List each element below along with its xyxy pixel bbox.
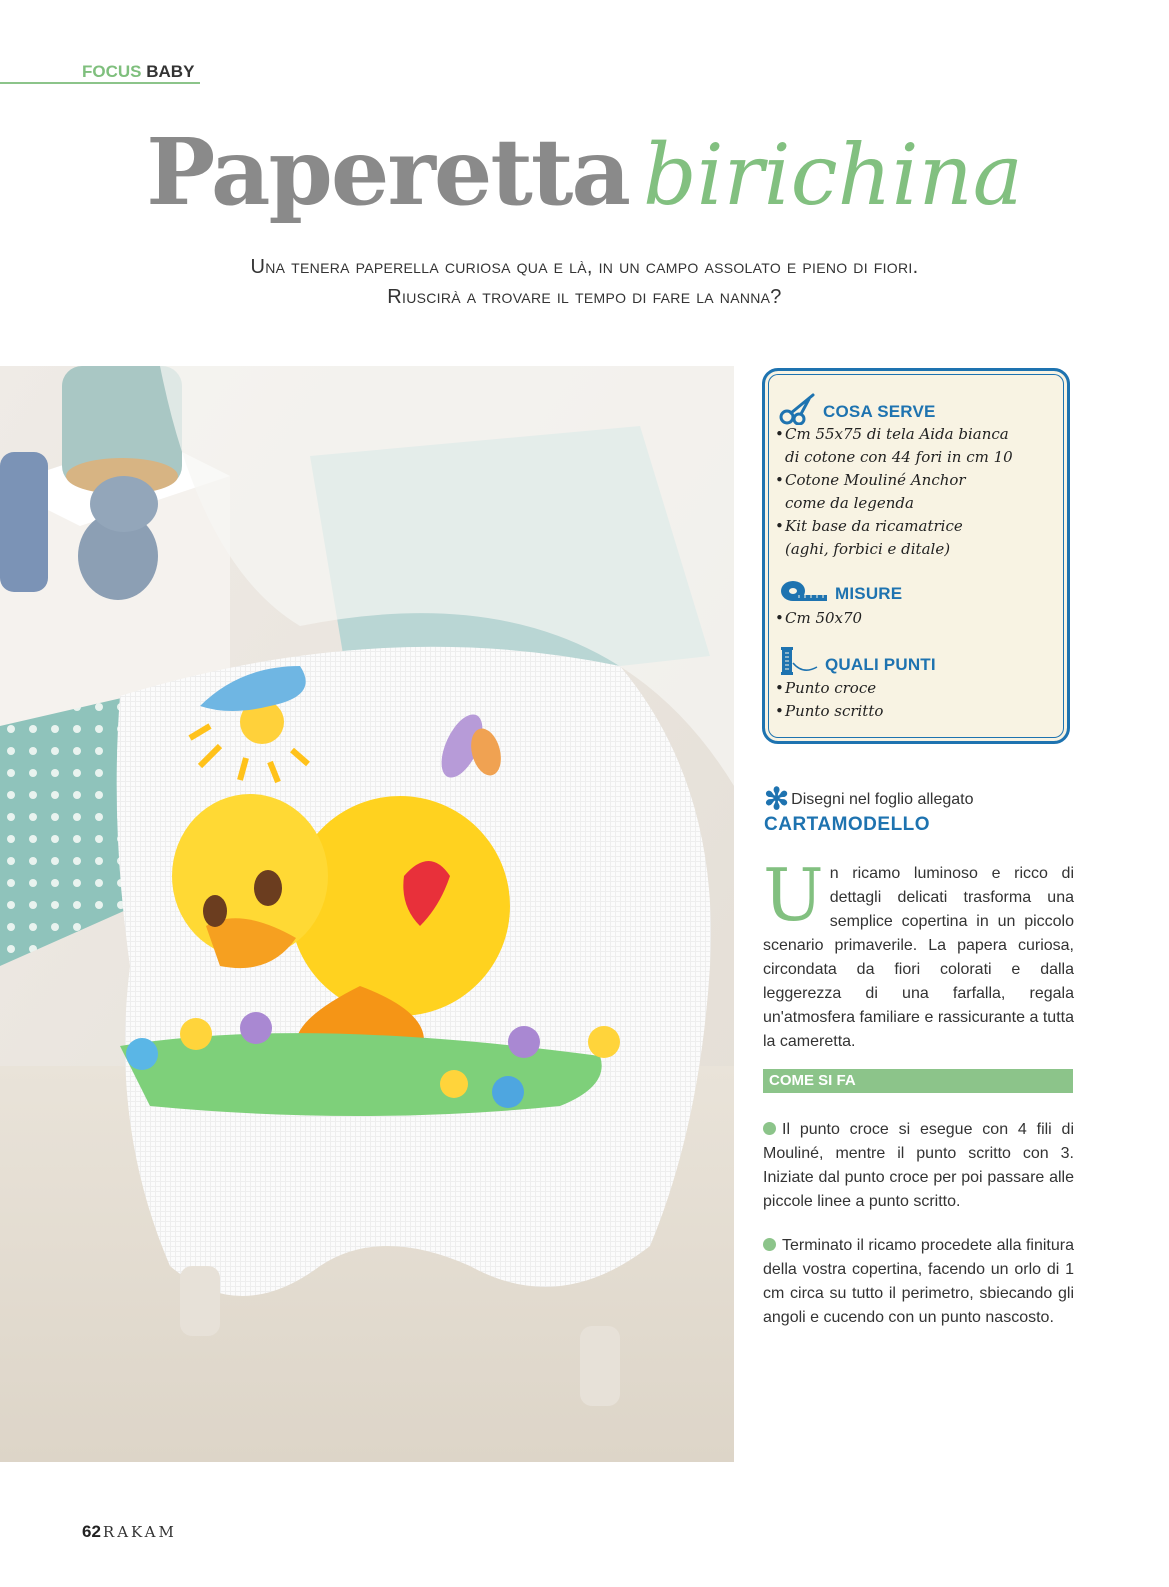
subtitle-line-1: Una tenera paperella curiosa qua e là, in un campo assolato e pieno di fiori. [250,256,919,278]
article-subtitle [0,252,1169,312]
list-item: •Punto croce [775,679,877,697]
intro-text: n ricamo luminoso e ricco di dettagli delicati trasforma una semplice copertina in un piccolo scenario primaverile. La papera curiosa, circondata da fiori colorati e dalla leggerezza di una farfalla, regala un'atmosfera familiare e rassicurante a tutta la cameretta. [763,865,1074,1050]
quali-punti-list [775,677,883,723]
page-footer [82,1522,177,1542]
bullet-dot-icon [763,1122,776,1135]
instruction-step: Terminato il ricamo procedete alla finitura della vostra copertina, facendo un orlo di 1 cm circa su tutto il perimetro, sbiecando gli angoli e cucendo con un punto nascosto. [763,1237,1074,1326]
page-number: 62 [82,1522,101,1541]
list-item: •Cm 50x70 [775,609,863,627]
materials-box [762,368,1070,744]
subtitle-line-2: Riuscirà a trovare il tempo di fare la nanna? [387,286,782,308]
list-item: •Punto scritto [775,702,884,720]
magazine-name: RAKAM [102,1523,177,1541]
measuring-tape-icon [779,579,829,608]
misure-label: MISURE [835,583,903,603]
section-tag [0,62,200,84]
list-item: •Kit base da ricamatrice [775,517,963,535]
section-label-focus: FOCUS [82,62,142,81]
misure-list [775,607,862,630]
instruction-step: Il punto croce si esegue con 4 fili di Mouliné, mentre il punto scritto con 3. Iniziate dal punto croce per poi passare alle piccole linee a punto scritto. [763,1121,1074,1210]
title-main: Paperetta [146,118,629,226]
pattern-note [764,783,974,816]
list-item-continuation: (aghi, forbici e ditale) [785,540,951,558]
list-item: •Cotone Mouliné Anchor [775,471,966,489]
baby-blanket-photo [0,366,734,1462]
asterisk-icon: ✻ [764,783,790,816]
bullet-dot-icon [763,1238,776,1251]
article-title [0,118,1169,226]
list-item-continuation: di cotone con 44 fori in cm 10 [785,448,1013,466]
quali-punti-label: QUALI PUNTI [825,654,936,674]
pattern-title: CARTAMODELLO [764,814,931,835]
misure-heading [779,579,902,608]
drop-cap: U [763,853,824,937]
instructions-heading: COME SI FA [763,1069,1073,1093]
intro-paragraph [763,853,1074,1054]
cosa-serve-label: COSA SERVE [823,401,936,421]
cosa-serve-list [775,423,1013,561]
section-label-baby: BABY [146,62,195,81]
section-label [82,62,194,82]
title-script: birichina [642,126,1023,224]
pattern-note-text: Disegni nel foglio allegato [791,791,974,808]
list-item: •Cm 55x75 di tela Aida bianca [775,425,1009,443]
section-underline [0,82,200,84]
project-photo [0,366,734,1462]
list-item-continuation: come da legenda [785,494,914,512]
